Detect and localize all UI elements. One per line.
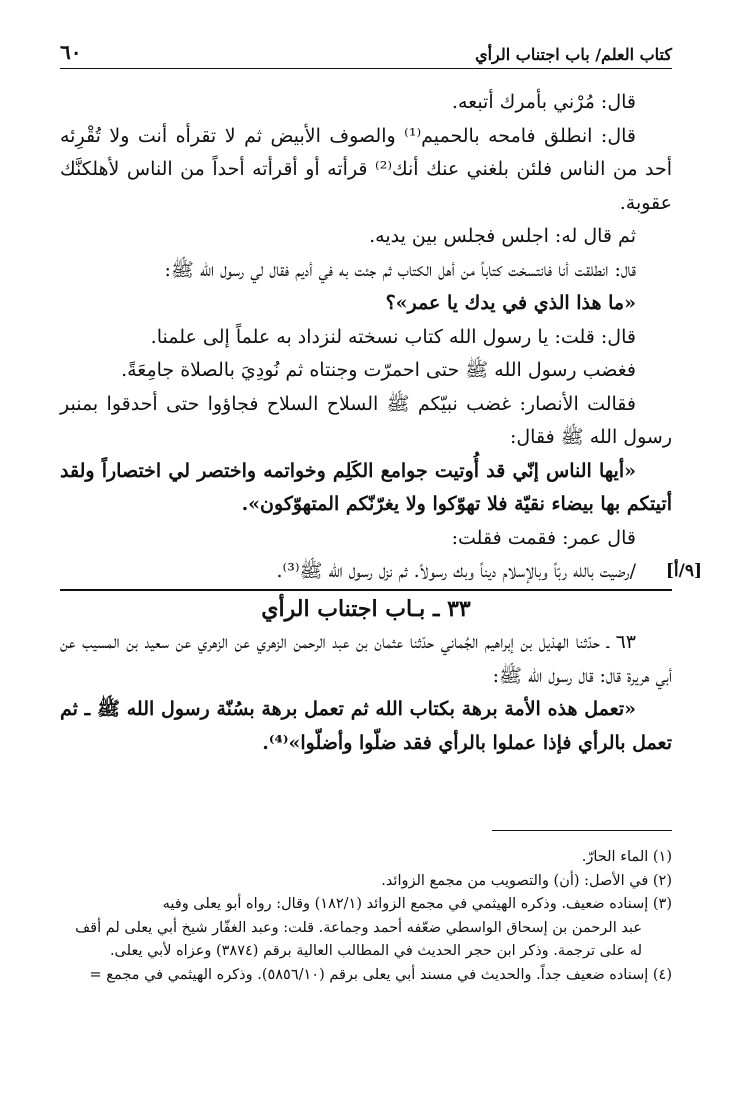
text-paragraph: فقالت الأنصار: غضب نبيّكم ﷺ السلاح السلاح فجاؤوا حتى أحدقوا بمنبر رسول الله ﷺ فقال: <box>60 392 672 448</box>
text-line: فغضب رسول الله ﷺ حتى احمرّت وجنتاه ثم نُودِيَ بالصلاة جامِعَةً. <box>121 359 636 381</box>
header-title: كتاب العلم/ باب اجتناب الرأي <box>475 45 672 64</box>
text-line: ثم قال له: اجلس فجلس بين يديه. <box>369 225 636 247</box>
text-line: قال: قلت: يا رسول الله كتاب نسخته لنزداد به علماً إلى علمنا. <box>150 325 636 348</box>
footnote-divider <box>492 830 672 831</box>
hadith-quote: «تعمل هذه الأمة برهة بكتاب الله ثم تعمل برهة بسُنّة رسول الله ﷺ ـ ثم تعمل بالرأي فإذا عملوا بالرأي فقد ضلّوا وأضلّوا»⁽⁴⁾. <box>60 698 672 754</box>
footnote-continuation: له على ترجمة. وذكر ابن حجر الحديث في المطالب العالية برقم (٣٨٧٤) وعزاه لأبي يعلى. <box>109 943 642 959</box>
text-line: قال: مُرْني بأمرك أتبعه. <box>451 91 636 113</box>
chapter-heading: ٣٣ ـ بـاب اجتناب الرأي <box>60 589 672 627</box>
text-paragraph: قال: انطلق فامحه بالحميم⁽¹⁾ والصوف الأبيض ثم لا تقرأه أنت ولا تُقْرِئه أحد من الناس فلئن بلغني عنك أنك⁽²⁾ قرأته أو أقرأته أحداً من الناس لأهلكنَّك عقوبة. <box>60 124 672 214</box>
text-paragraph: قال: انطلقت أنا فانتسخت كتاباً من أهل الكتاب ثم جئت به في أديم فقال لي رسول الله ﷺ: <box>164 258 636 281</box>
hadith-quote: «أيها الناس إنّي قد أُوتيت جوامع الكَلِم وخواتمه واختصر لي اختصاراً ولقد أتيتكم بها بيضاء نقيّة فلا تهوّكوا ولا يغرّنّكم المتهوّكون». <box>60 459 672 515</box>
text-line: قال عمر: فقمت فقلت: <box>451 526 636 549</box>
footnotes <box>60 846 672 987</box>
main-text <box>60 86 702 760</box>
footnote-continuation: عبد الرحمن بن إسحاق الواسطي ضعّفه أحمد وجماعة. قلت: وعبد الغفّار شيخ أبي يعلى لم أقف <box>75 919 642 936</box>
footnote: (١) الماء الحارّ. <box>581 849 672 865</box>
manuscript-folio-mark: [٩/أ] <box>665 561 702 581</box>
footnote: (٢) في الأصل: (أن) والتصويب من مجمع الزوائد. <box>381 872 672 889</box>
page-number: ٦٠ <box>60 40 82 64</box>
text-line: /رضيت بالله ربّاً وبالإسلام ديناً وبك رسولاً. ثم نزل رسول الله ﷺ⁽³⁾. <box>276 560 636 582</box>
text-line-with-margin-note <box>60 555 702 589</box>
hadith-isnad: ٦٣ ـ حدّثنا الهذيل بن إبراهيم الجُماني حدّثنا عثمان بن عبد الرحمن الزهري عن الزهري عن سعيد بن المسيب عن أبي هريرة قال: قال رسول الله ﷺ: <box>60 631 672 687</box>
footnote: (٤) إسناده ضعيف جداً. والحديث في مسند أبي يعلى برقم (٥٨٥٦/١٠). وذكره الهيثمي في مجمع = <box>89 966 672 983</box>
hadith-quote: «ما هذا الذي في يدك يا عمر»؟ <box>385 292 636 314</box>
running-header <box>60 28 672 69</box>
footnote: (٣) إسناده ضعيف. وذكره الهيثمي في مجمع الزوائد (١٨٢/١) وقال: رواه أبو يعلى وفيه <box>162 896 672 912</box>
